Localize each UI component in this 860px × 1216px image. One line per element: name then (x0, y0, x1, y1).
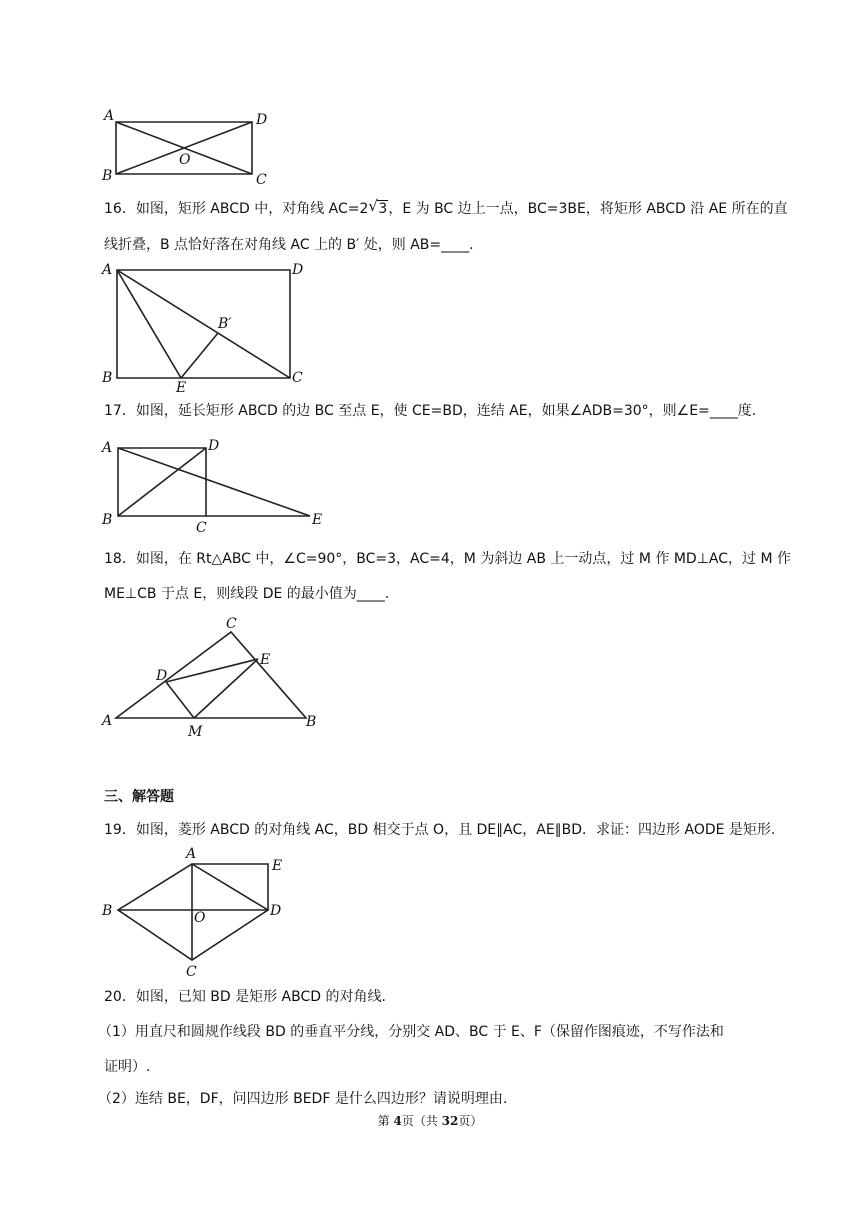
segment-ae (118, 448, 310, 516)
sqrt-sign-icon: √ (368, 197, 378, 215)
label-b: B (102, 168, 113, 184)
label-b: B (102, 370, 113, 386)
label-e: E (272, 858, 283, 874)
label-b: B (102, 903, 113, 919)
question-16-line-1 (104, 197, 788, 218)
label-e: E (176, 380, 187, 394)
segment-ae (117, 270, 181, 378)
label-c: C (256, 172, 267, 186)
label-b: B (306, 714, 317, 730)
page-footer (0, 1112, 860, 1129)
sqrt-expression (368, 197, 388, 218)
label-a: A (102, 262, 113, 278)
segment-eb-prime (181, 333, 218, 378)
label-a: A (104, 108, 115, 124)
label-m: M (188, 724, 203, 740)
label-a: A (186, 846, 197, 862)
label-e: E (312, 512, 323, 528)
figure-extended-rectangle (96, 434, 336, 534)
label-e: E (260, 652, 271, 668)
question-20-line-4: （2）连结 BE，DF，问四边形 BEDF 是什么四边形？请说明理由. (98, 1091, 508, 1107)
question-20-line-3: 证明）. (104, 1059, 151, 1075)
label-d: D (156, 668, 168, 684)
total-page-count: 32 (441, 1114, 459, 1128)
footer-middle: 页（共 (401, 1114, 442, 1128)
label-b-prime: B′ (218, 316, 232, 332)
footer-suffix: 页） (458, 1114, 483, 1128)
question-16-line-2: 线折叠，B 点恰好落在对角线 AC 上的 B′ 处，则 AB=____. (104, 237, 474, 253)
figure-fold-rectangle (96, 258, 316, 394)
figure-rhombus (96, 842, 292, 980)
label-o: O (179, 152, 191, 168)
label-c: C (186, 964, 197, 980)
label-d: D (292, 262, 304, 278)
footer-prefix: 第 (377, 1114, 394, 1128)
current-page-number: 4 (393, 1114, 402, 1128)
sqrt-argument: 3 (378, 201, 388, 217)
label-a: A (102, 713, 113, 729)
rhombus-abcd (118, 864, 268, 960)
figure-rectangle-diagonals (96, 104, 276, 186)
label-b: B (102, 512, 113, 528)
label-c: C (226, 616, 237, 632)
label-d: D (270, 903, 282, 919)
question-19-line-1: 19．如图，菱形 ABCD 的对角线 AC，BD 相交于点 O，且 DE∥AC，AE∥BD．求证：四边形 AODE 是矩形. (104, 822, 776, 838)
label-c: C (292, 370, 303, 386)
question-20-line-2: （1）用直尺和圆规作线段 BD 的垂直平分线，分别交 AD、BC 于 E、F（保留作图痕迹，不写作法和 (98, 1024, 724, 1040)
label-o: O (194, 910, 206, 926)
question-18-line-2: ME⊥CB 于点 E，则线段 DE 的最小值为____. (104, 586, 390, 602)
q16-text-pre: 16．如图，矩形 ABCD 中，对角线 AC=2 (104, 201, 369, 217)
question-17-line-1: 17．如图，延长矩形 ABCD 的边 BC 至点 E，使 CE=BD，连结 AE，如果∠ADB=30°，则∠E=____度. (104, 403, 757, 419)
diagonal-ac (117, 270, 290, 378)
label-a: A (102, 440, 113, 456)
label-c: C (196, 520, 207, 534)
section-heading: 三、解答题 (104, 789, 174, 805)
label-d: D (208, 438, 220, 454)
label-d: D (256, 112, 268, 128)
diagonal-bd (118, 448, 206, 516)
question-18-line-1: 18．如图，在 Rt△ABC 中，∠C=90°，BC=3，AC=4，M 为斜边 AB 上一动点，过 M 作 MD⊥AC，过 M 作 (104, 551, 791, 567)
segment-dm (166, 682, 194, 718)
q16-text-post: ，E 为 BC 边上一点，BC=3BE，将矩形 ABCD 沿 AE 所在的直 (388, 201, 788, 217)
triangle-abc (116, 632, 306, 718)
question-20-line-1: 20．如图，已知 BD 是矩形 ABCD 的对角线. (104, 989, 386, 1005)
segment-me (194, 659, 258, 718)
figure-right-triangle (96, 612, 332, 740)
